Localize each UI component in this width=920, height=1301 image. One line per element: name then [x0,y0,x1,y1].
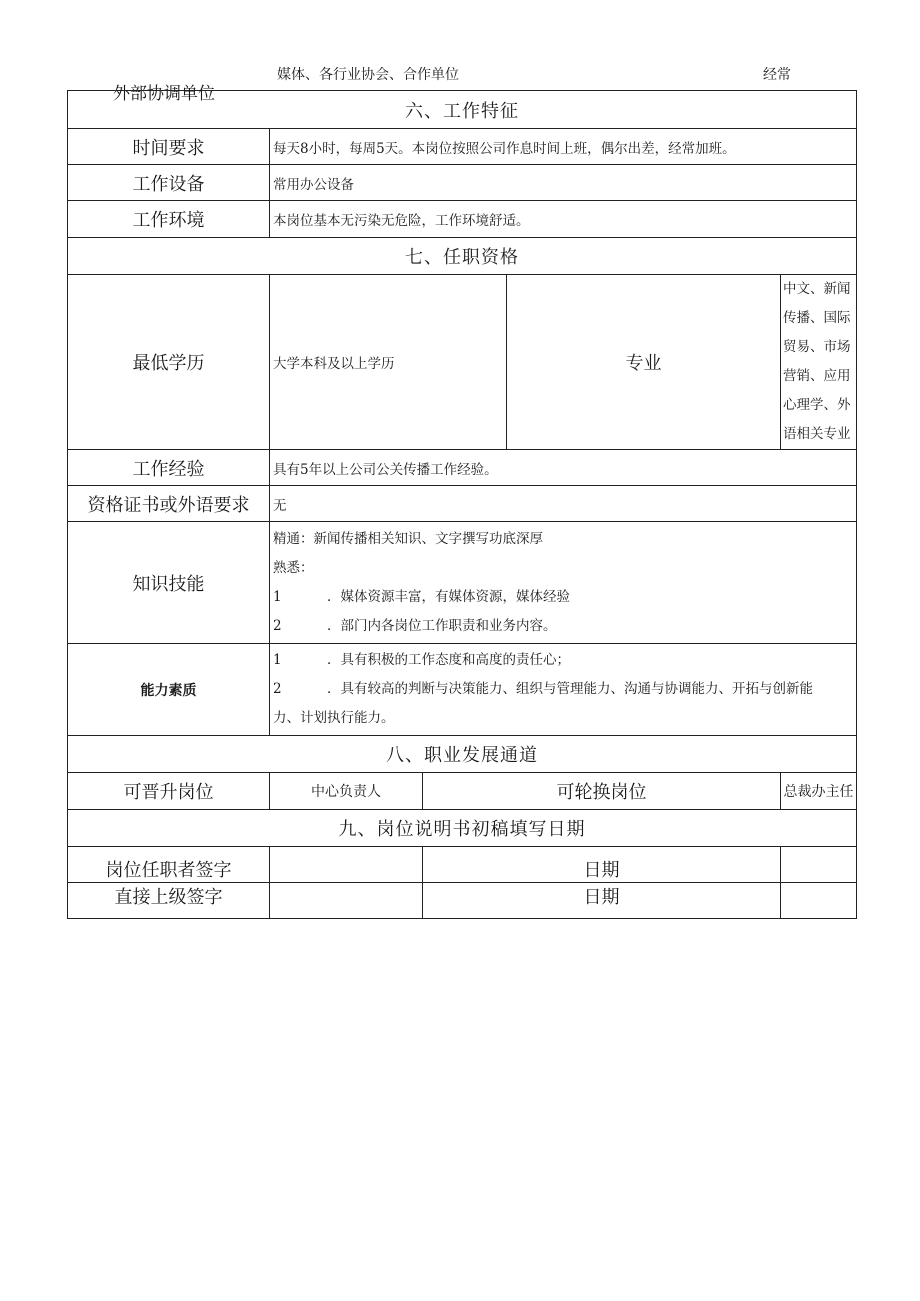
min-education-value: 大学本科及以上学历 [270,275,507,450]
date-label-supervisor: 日期 [423,883,781,919]
time-requirement-value: 每天8小时，每周5天。本岗位按照公司作息时间上班，偶尔出差，经常加班。 [270,129,857,165]
section-9-title: 九、岗位说明书初稿填写日期 [68,810,857,847]
ability-item-continuation: 力、计划执行能力。 [273,710,395,726]
promotion-position-label: 可晋升岗位 [68,773,270,810]
work-experience-value: 具有5年以上公司公关传播工作经验。 [270,450,857,486]
major-value [781,275,857,450]
date-label-holder: 日期 [423,847,781,883]
knowledge-item [273,612,856,641]
supervisor-signature-field[interactable] [270,883,423,919]
ability-item [273,646,856,675]
holder-signature-field[interactable] [270,847,423,883]
rotation-position-label: 可轮换岗位 [423,773,781,810]
holder-date-field[interactable] [781,847,857,883]
ability-item [273,675,856,704]
knowledge-familiar: 熟悉： [273,559,314,576]
item-text: ．部门内各岗位工作职责和业务内容。 [327,617,557,634]
work-experience-label: 工作经验 [68,450,270,486]
major-line: 贸易、市场营销、应用 [783,339,851,384]
major-line: 心理学、外语相关专业 [783,397,851,442]
knowledge-proficient: 精通：新闻传播相关知识、文字撰写功底深厚 [273,530,543,547]
external-coordination-label: 外部协调单位 [113,84,215,104]
certificate-value: 无 [270,486,857,522]
work-environment-value: 本岗位基本无污染无危险，工作环境舒适。 [270,201,857,238]
work-equipment-value: 常用办公设备 [270,165,857,201]
min-education-label: 最低学历 [68,275,270,450]
item-text: ．具有积极的工作态度和高度的责任心； [327,652,570,668]
job-description-table [67,90,857,919]
supervisor-date-field[interactable] [781,883,857,919]
item-text: ．媒体资源丰富，有媒体资源，媒体经验 [327,588,570,605]
section-6-title: 六、工作特征 [68,91,857,129]
frequency-value: 经常 [763,67,791,83]
ability-quality-value [270,644,857,736]
external-units-value: 媒体、各行业协会、合作单位 [277,67,459,83]
holder-signature-label: 岗位任职者签字 [68,847,270,883]
item-number: 2 [273,617,282,634]
work-equipment-label: 工作设备 [68,165,270,201]
rotation-position-value: 总裁办主任 [781,773,857,810]
item-number: 1 [273,652,282,668]
knowledge-skills-label: 知识技能 [68,522,270,644]
item-number: 2 [273,681,282,697]
time-requirement-label: 时间要求 [68,129,270,165]
major-label: 专业 [507,275,781,450]
ability-quality-label: 能力素质 [68,644,270,736]
item-text: ．具有较高的判断与决策能力、组织与管理能力、沟通与协调能力、开拓与创新能 [327,681,813,697]
section-7-title: 七、任职资格 [68,238,857,275]
promotion-position-value: 中心负责人 [270,773,423,810]
supervisor-signature-label: 直接上级签字 [68,883,270,919]
major-line: 中文、新闻传播、国际 [783,281,851,326]
section-8-title: 八、职业发展通道 [68,736,857,773]
item-number: 1 [273,588,282,605]
knowledge-item [273,583,856,612]
work-environment-label: 工作环境 [68,201,270,238]
certificate-label: 资格证书或外语要求 [68,486,270,522]
knowledge-skills-value [270,522,857,644]
